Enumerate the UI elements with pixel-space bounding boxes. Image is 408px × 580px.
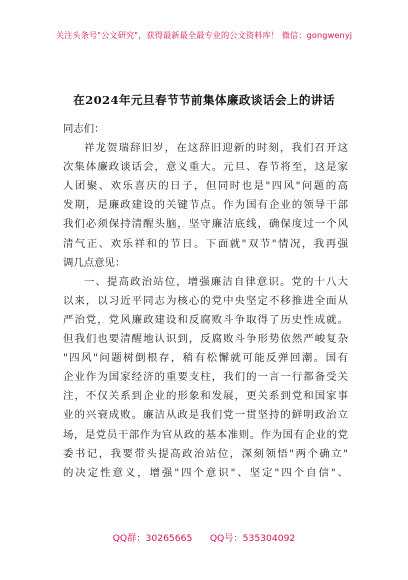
page-header xyxy=(0,0,408,50)
document-title: 在2024年元旦春节节前集体廉政谈话会上的讲话 xyxy=(73,93,335,107)
paragraph-line: 企业作为国家经济的重要支柱，我们的一言一行都备受关 xyxy=(63,371,348,384)
paragraph-line: 发期，是廉政建设的关键节点。作为国有企业的领导干部 xyxy=(63,199,348,212)
paragraph-line: 委书记，我要带头提高政治站位，深刻领悟"两个确立" xyxy=(63,447,348,460)
paragraph-line: 注，不仅关系到企业的形象和发展，更关系到党和国家事 xyxy=(63,390,348,403)
paragraph-line: 但我们也要清醒地认识到，反腐败斗争形势依然严峻复杂 xyxy=(63,333,348,346)
paragraph-line: 业的兴衰成败。廉洁从政是我们党一贯坚持的鲜明政治立 xyxy=(63,409,348,422)
paragraph-line: 我们必须保持清醒头脑，坚守廉洁底线，确保度过一个风 xyxy=(63,218,348,231)
paragraph-line: 严治党，党风廉政建设和反腐败斗争取得了历史性成就。 xyxy=(63,313,348,326)
paragraph-line: 人团聚、欢乐喜庆的日子，但同时也是"四风"问题的高 xyxy=(63,180,348,193)
paragraph-line: 祥龙贺瑞辞旧岁，在这辞旧迎新的时刻，我们召开这 xyxy=(84,142,348,155)
footer-contact: QQ群：30265665 QQ号：535304092 xyxy=(112,533,296,544)
paragraph-line: "四风"问题树倒根存，稍有松懈就可能反弹回潮。国有 xyxy=(63,352,348,365)
document-body xyxy=(63,120,348,483)
paragraph-line: 次集体廉政谈话会，意义重大。元旦、春节将至，这是家 xyxy=(63,161,348,174)
paragraph-line: 调几点意见： xyxy=(63,256,126,269)
paragraph-line: 场，是党员干部作为官从政的基本准则。作为国有企业的党 xyxy=(63,428,348,441)
paragraph-line: 以来，以习近平同志为核心的党中央坚定不移推进全面从 xyxy=(63,294,348,307)
paragraph-line: 一、提高政治站位，增强廉洁自律意识。党的十八大 xyxy=(84,275,348,288)
header-notice: 关注头条号"公文研究"，获得最新最全最专业的公文资料库！ 微信：gongwenyj xyxy=(55,30,353,40)
greeting: 同志们： xyxy=(63,123,105,135)
paragraph-line: 清气正、欢乐祥和的节日。下面就"双节"情况，我再强 xyxy=(63,237,348,250)
paragraph-line: 的决定性意义，增强"四个意识"、坚定"四个自信"、 xyxy=(63,466,348,479)
